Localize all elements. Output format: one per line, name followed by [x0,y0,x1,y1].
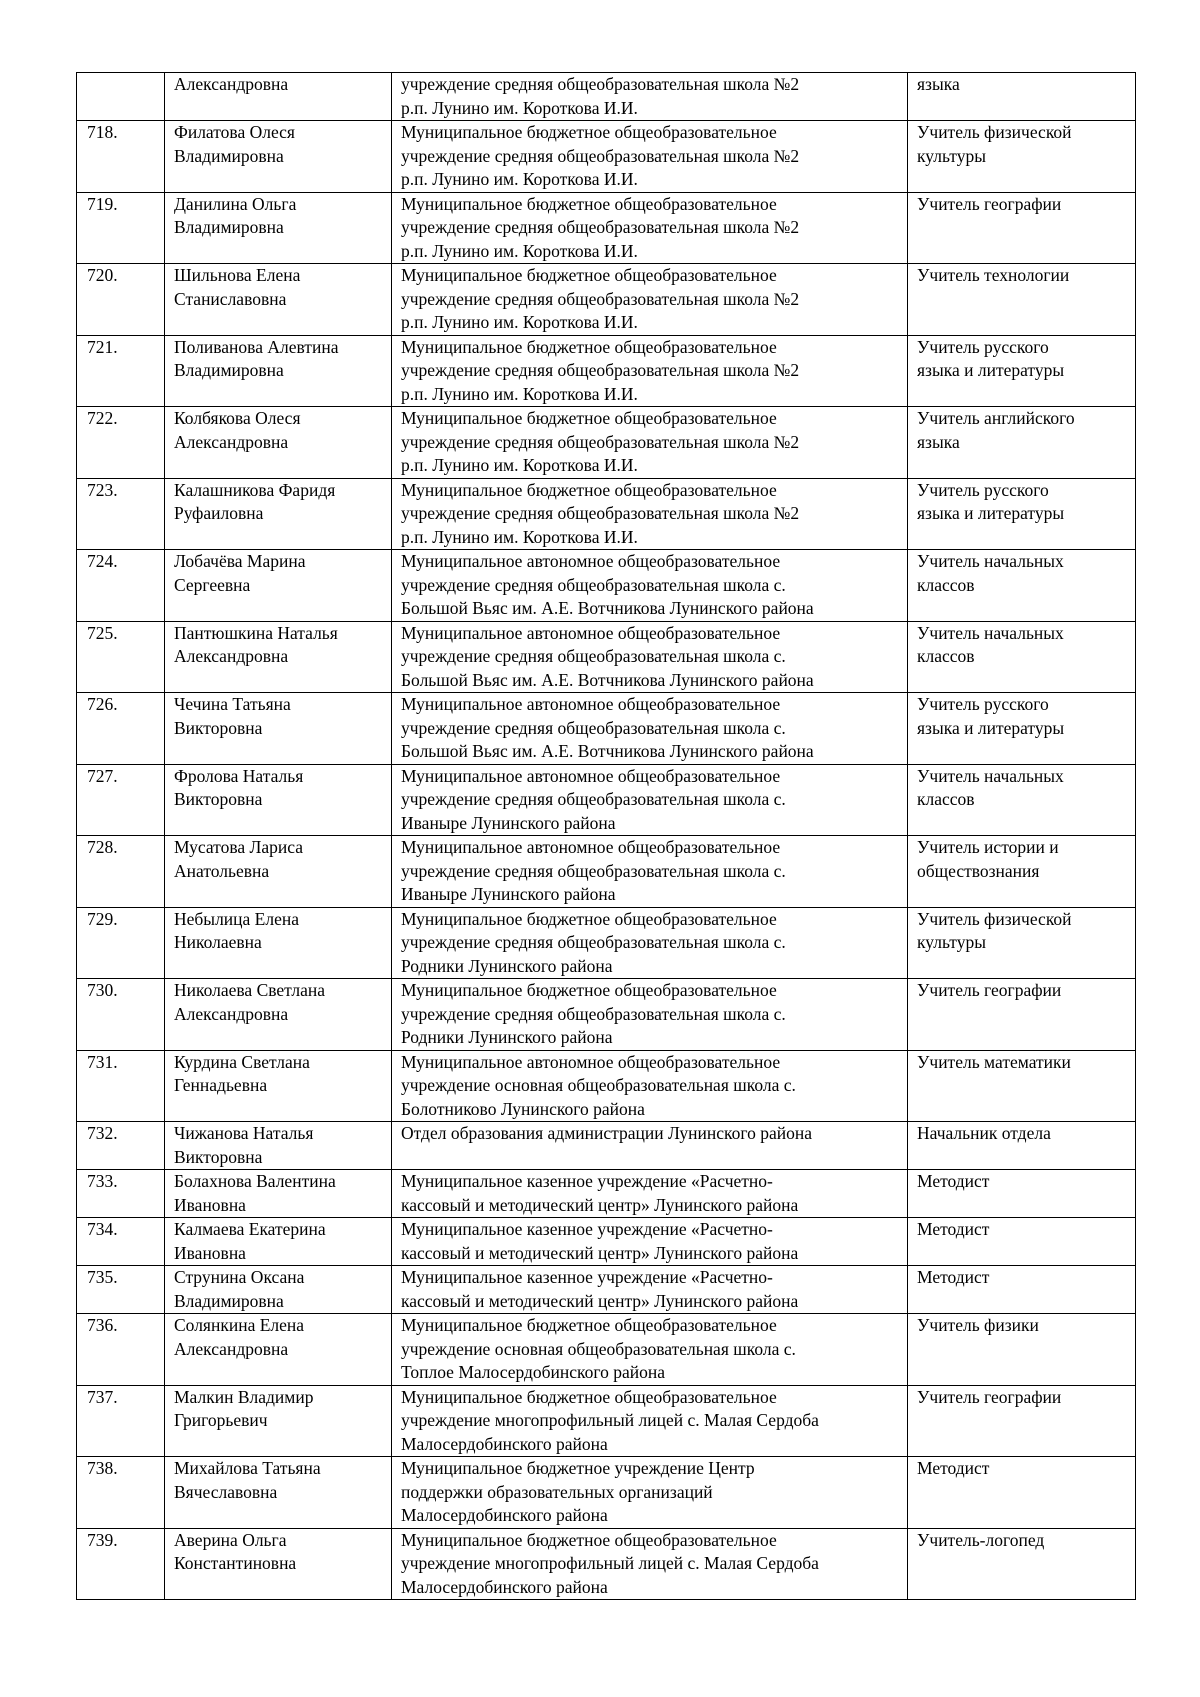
organization: Муниципальное автономное общеобразовательное учреждение средняя общеобразовательная школа с. Иваныре Лунинского района [392,836,908,908]
row-number: 729. [77,907,165,979]
position: Учитель английского языка [908,407,1136,479]
person-name: Солянкина Елена Александровна [165,1314,392,1386]
person-name: Аверина Ольга Константиновна [165,1528,392,1600]
person-name: Поливанова Алевтина Владимировна [165,335,392,407]
table-row [77,764,1136,836]
person-name: Небылица Елена Николаевна [165,907,392,979]
table-row [77,1170,1136,1218]
person-name: Калашникова Фаридя Руфаиловна [165,478,392,550]
person-name: Данилина Ольга Владимировна [165,192,392,264]
person-name: Мусатова Лариса Анатольевна [165,836,392,908]
organization: Муниципальное автономное общеобразовательное учреждение средняя общеобразовательная школа с. Иваныре Лунинского района [392,764,908,836]
organization: Муниципальное бюджетное общеобразовательное учреждение средняя общеобразовательная школа с. Родники Лунинского района [392,907,908,979]
table-row [77,1122,1136,1170]
row-number: 737. [77,1385,165,1457]
person-name: Николаева Светлана Александровна [165,979,392,1051]
person-name: Болахнова Валентина Ивановна [165,1170,392,1218]
row-number: 732. [77,1122,165,1170]
organization: Муниципальное автономное общеобразовательное учреждение средняя общеобразовательная школа с. Большой Вьяс им. А.Е. Вотчникова Лунинского района [392,621,908,693]
table-row [77,621,1136,693]
row-number: 730. [77,979,165,1051]
person-name: Фролова Наталья Викторовна [165,764,392,836]
position: Учитель начальных классов [908,550,1136,622]
organization: Муниципальное бюджетное общеобразовательное учреждение средняя общеобразовательная школа с. Родники Лунинского района [392,979,908,1051]
position: Учитель русского языка и литературы [908,693,1136,765]
position: Учитель русского языка и литературы [908,478,1136,550]
position: Методист [908,1457,1136,1529]
person-name: Струнина Оксана Владимировна [165,1266,392,1314]
position: Учитель географии [908,192,1136,264]
staff-table [76,72,1136,1600]
organization: Муниципальное бюджетное общеобразовательное учреждение средняя общеобразовательная школа №2 р.п. Лунино им. Короткова И.И. [392,121,908,193]
person-name: Чечина Татьяна Викторовна [165,693,392,765]
organization: Муниципальное автономное общеобразовательное учреждение средняя общеобразовательная школа с. Большой Вьяс им. А.Е. Вотчникова Лунинского района [392,693,908,765]
table-row [77,836,1136,908]
organization: Муниципальное бюджетное общеобразовательное учреждение средняя общеобразовательная школа №2 р.п. Лунино им. Короткова И.И. [392,335,908,407]
person-name: Курдина Светлана Геннадьевна [165,1050,392,1122]
row-number: 721. [77,335,165,407]
row-number: 735. [77,1266,165,1314]
position: Начальник отдела [908,1122,1136,1170]
organization: Муниципальное казенное учреждение «Расчетно- кассовый и методический центр» Лунинского района [392,1218,908,1266]
position: Методист [908,1170,1136,1218]
table-row [77,192,1136,264]
table-row [77,693,1136,765]
row-number: 727. [77,764,165,836]
organization: Муниципальное казенное учреждение «Расчетно- кассовый и методический центр» Лунинского района [392,1170,908,1218]
person-name: Александровна [165,73,392,121]
row-number: 719. [77,192,165,264]
organization: Муниципальное бюджетное общеобразовательное учреждение многопрофильный лицей с. Малая Сердоба Малосердобинского района [392,1528,908,1600]
table-row [77,264,1136,336]
position: Учитель физики [908,1314,1136,1386]
row-number: 738. [77,1457,165,1529]
document-page [76,72,1135,1600]
table-row [77,907,1136,979]
organization: Муниципальное бюджетное общеобразовательное учреждение средняя общеобразовательная школа №2 р.п. Лунино им. Короткова И.И. [392,192,908,264]
person-name: Лобачёва Марина Сергеевна [165,550,392,622]
table-row [77,1457,1136,1529]
position: Методист [908,1218,1136,1266]
position: Учитель-логопед [908,1528,1136,1600]
table-row [77,1385,1136,1457]
position: Учитель русского языка и литературы [908,335,1136,407]
organization: Муниципальное бюджетное общеобразовательное учреждение средняя общеобразовательная школа №2 р.п. Лунино им. Короткова И.И. [392,264,908,336]
organization: Муниципальное автономное общеобразовательное учреждение основная общеобразовательная школа с. Болотниково Лунинского района [392,1050,908,1122]
person-name: Пантюшкина Наталья Александровна [165,621,392,693]
organization: Муниципальное бюджетное общеобразовательное учреждение средняя общеобразовательная школа №2 р.п. Лунино им. Короткова И.И. [392,407,908,479]
person-name: Шильнова Елена Станиславовна [165,264,392,336]
table-row [77,979,1136,1051]
row-number: 720. [77,264,165,336]
person-name: Филатова Олеся Владимировна [165,121,392,193]
row-number: 724. [77,550,165,622]
organization: Муниципальное казенное учреждение «Расчетно- кассовый и методический центр» Лунинского района [392,1266,908,1314]
row-number: 736. [77,1314,165,1386]
position: Учитель истории и обществознания [908,836,1136,908]
table-row [77,121,1136,193]
position: Учитель физической культуры [908,907,1136,979]
person-name: Калмаева Екатерина Ивановна [165,1218,392,1266]
table-row [77,1218,1136,1266]
table-row [77,407,1136,479]
person-name: Михайлова Татьяна Вячеславовна [165,1457,392,1529]
table-row [77,478,1136,550]
position: Методист [908,1266,1136,1314]
person-name: Колбякова Олеся Александровна [165,407,392,479]
row-number: 733. [77,1170,165,1218]
position: Учитель географии [908,1385,1136,1457]
row-number: 728. [77,836,165,908]
organization: Отдел образования администрации Лунинского района [392,1122,908,1170]
row-number: 739. [77,1528,165,1600]
table-row [77,1050,1136,1122]
table-row [77,1528,1136,1600]
position: Учитель начальных классов [908,621,1136,693]
position: Учитель географии [908,979,1136,1051]
table-row [77,550,1136,622]
table-row [77,1314,1136,1386]
row-number: 718. [77,121,165,193]
position: Учитель математики [908,1050,1136,1122]
row-number: 722. [77,407,165,479]
person-name: Чижанова Наталья Викторовна [165,1122,392,1170]
row-number: 734. [77,1218,165,1266]
organization: Муниципальное бюджетное общеобразовательное учреждение основная общеобразовательная школа с. Топлое Малосердобинского района [392,1314,908,1386]
table-row [77,335,1136,407]
position: Учитель начальных классов [908,764,1136,836]
table-row [77,73,1136,121]
table-row [77,1266,1136,1314]
person-name: Малкин Владимир Григорьевич [165,1385,392,1457]
organization: Муниципальное бюджетное общеобразовательное учреждение средняя общеобразовательная школа №2 р.п. Лунино им. Короткова И.И. [392,478,908,550]
row-number: 726. [77,693,165,765]
row-number [77,73,165,121]
row-number: 725. [77,621,165,693]
position: Учитель физической культуры [908,121,1136,193]
organization: учреждение средняя общеобразовательная школа №2 р.п. Лунино им. Короткова И.И. [392,73,908,121]
organization: Муниципальное автономное общеобразовательное учреждение средняя общеобразовательная школа с. Большой Вьяс им. А.Е. Вотчникова Лунинского района [392,550,908,622]
position: языка [908,73,1136,121]
organization: Муниципальное бюджетное общеобразовательное учреждение многопрофильный лицей с. Малая Сердоба Малосердобинского района [392,1385,908,1457]
row-number: 723. [77,478,165,550]
position: Учитель технологии [908,264,1136,336]
row-number: 731. [77,1050,165,1122]
organization: Муниципальное бюджетное учреждение Центр поддержки образовательных организаций Малосердобинского района [392,1457,908,1529]
